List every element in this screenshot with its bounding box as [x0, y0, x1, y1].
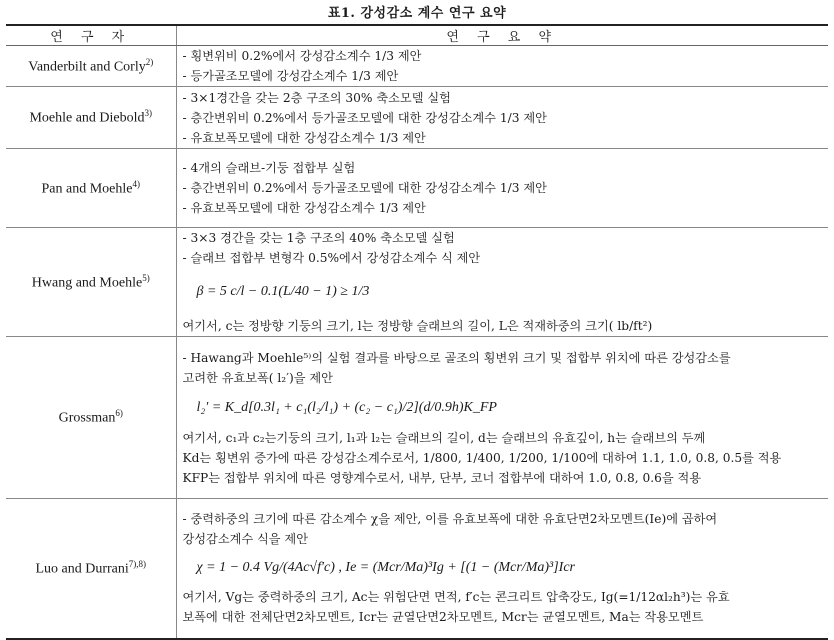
summary-line: - 3×1경간을 갖는 2층 구조의 30% 축소모델 실험: [182, 90, 451, 105]
researcher-cell: [6, 228, 176, 337]
reference-mark: 5): [142, 272, 150, 283]
reference-mark: 6): [115, 408, 123, 419]
researcher-name: Pan and Moehle: [41, 181, 133, 197]
header-researcher: 연 구 자: [6, 25, 176, 46]
table-row: [6, 228, 828, 337]
equation-note: 여기서, c₁과 c₂는기둥의 크기, l₁과 l₂는 슬래브의 길이, d는 슬래브의 유효깊이, h는 슬래브의 두께: [182, 430, 706, 445]
equation-note: 여기서, c는 정방향 기둥의 크기, l는 정방향 슬래브의 길이, L은 적재하중의 크기( lb/ft²): [182, 319, 653, 333]
summary-line: - 유효보폭모델에 대한 강성감소계수 1/3 제안: [182, 201, 426, 215]
summary-line: - 층간변위비 0.2%에서 등가골조모델에 대한 강성감소계수 1/3 제안: [182, 110, 547, 125]
researcher-name: Vanderbilt and Corly: [28, 59, 146, 75]
summary-line: - 슬래브 접합부 변형각 0.5%에서 강성감소계수 식 제안: [182, 251, 481, 265]
researcher-cell: [6, 149, 176, 228]
summary-line: - 층간변위비 0.2%에서 등가골조모델에 대한 강성감소계수 1/3 제안: [182, 181, 547, 195]
researcher-cell: [6, 337, 176, 499]
summary-cell: [176, 87, 828, 149]
summary-line: - 3×3 경간을 갖는 1층 구조의 40% 축소모델 실험: [182, 231, 455, 245]
summary-cell: [176, 228, 828, 337]
equation-note: 여기서, Vg는 중력하중의 크기, Ac는 위험단면 면적, f′c는 콘크리트 압축강도, Ig(=1/12αl₂h³)는 유효: [182, 590, 730, 605]
table-row: [6, 499, 828, 639]
researcher-name: Moehle and Diebold: [29, 110, 145, 126]
summary-cell: [176, 499, 828, 639]
summary-line: - 4개의 슬래브-기둥 접합부 실험: [182, 161, 356, 175]
stiffness-equation: β = 5 c/l − 0.1(L/40 − 1) ≥ 1/3: [196, 284, 370, 299]
summary-line: - 등가골조모델에 강성감소계수 1/3 제안: [182, 69, 399, 83]
reference-mark: 3): [144, 108, 153, 119]
summary-line: - 유효보폭모델에 대한 강성감소계수 1/3 제안: [182, 130, 426, 145]
summary-cell: [176, 337, 828, 499]
researcher-name: Hwang and Moehle: [31, 275, 143, 291]
researcher-cell: [6, 499, 176, 639]
researcher-name: Grossman: [58, 410, 116, 426]
table-row: [6, 87, 828, 149]
table-row: [6, 46, 828, 87]
reference-mark: 2): [145, 56, 154, 67]
table-row: [6, 149, 828, 228]
equation-note: 보폭에 대한 전체단면2차모멘트, Icr는 균열단면2차모멘트, Mcr는 균열모멘트, Ma는 작용모멘트: [182, 610, 704, 625]
table-row: [6, 337, 828, 499]
summary-cell: [176, 149, 828, 228]
summary-line: 강성감소계수 식을 제안: [182, 532, 308, 547]
summary-line: - Hawang과 Moehle⁵⁾의 실험 결과를 바탕으로 골조의 횡변위 크기 및 접합부 위치에 따른 강성감소를: [182, 350, 731, 365]
effective-width-equation: l₂′ = K_d[0.3l₁ + c₁(l₂/l₁) + (c₂ − c₁)/2](d/0.9h)K_FP: [196, 399, 497, 415]
reference-mark: 7),8): [128, 558, 147, 569]
researcher-name: Luo and Durrani: [35, 561, 129, 577]
table-caption: 표1. 강성감소 계수 연구 요약: [327, 6, 507, 21]
summary-line: - 중력하중의 크기에 따른 감소계수 χ을 제안, 이를 유효보폭에 대한 유효단면2차모멘트(Ie)에 곱하여: [182, 512, 718, 527]
reference-mark: 4): [132, 178, 140, 189]
equation-note: Kd는 횡변위 증가에 따른 강성감소계수로서, 1/800, 1/400, 1/200, 1/100에 대하여 1.1, 1.0, 0.8, 0.5를 적용: [182, 450, 782, 465]
summary-line: - 횡변위비 0.2%에서 강성감소계수 1/3 제안: [182, 49, 422, 63]
summary-cell: [176, 46, 828, 87]
equation-note: KFP는 접합부 위치에 따른 영향계수로서, 내부, 단부, 코너 접합부에 대하여 1.0, 0.8, 0.6을 적용: [182, 470, 702, 485]
researcher-cell: [6, 46, 176, 87]
table-header-row: [6, 25, 828, 46]
summary-table: [6, 24, 828, 640]
reduction-factor-equation: χ = 1 − 0.4 Vg/(4Ac√f′c) , Ie = (Mcr/Ma)³Ig + [(1 − (Mcr/Ma)³]Icr: [196, 560, 575, 576]
researcher-cell: [6, 87, 176, 149]
header-summary: 연 구 요 약: [176, 25, 828, 46]
summary-line: 고려한 유효보폭( l₂′)을 제안: [182, 370, 333, 385]
